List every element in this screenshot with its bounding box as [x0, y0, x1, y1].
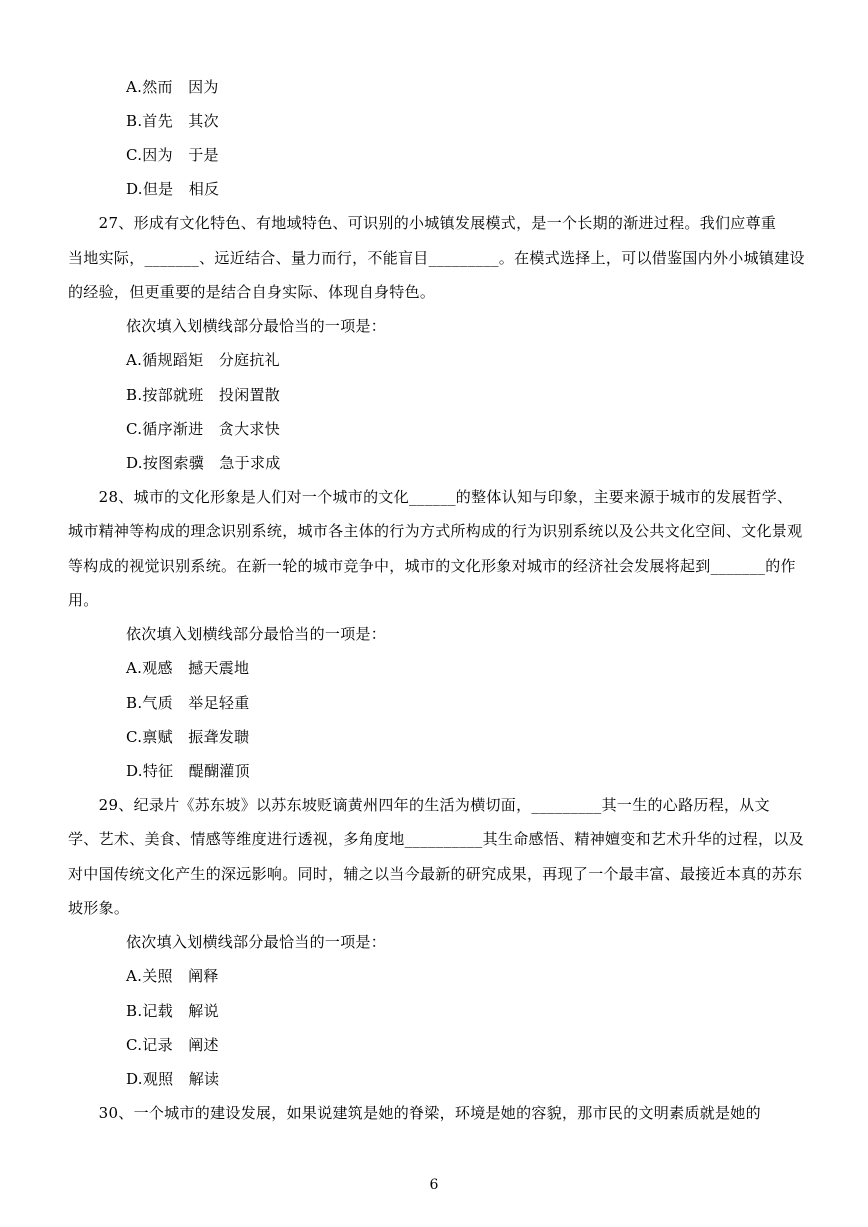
q27-option-d: D.按图索骥 急于求成 — [126, 454, 281, 472]
q28-text-line-1: 28、城市的文化形象是人们对一个城市的文化______的整体认知与印象，主要来源于城市的发展哲学、 — [68, 488, 793, 506]
q29-prompt: 依次填入划横线部分最恰当的一项是： — [126, 933, 387, 951]
q26-option-a: A.然而 因为 — [126, 78, 219, 96]
q29-text-line-4: 坡形象。 — [68, 899, 130, 917]
q28-option-b: B.气质 举足轻重 — [126, 694, 250, 712]
q27-prompt: 依次填入划横线部分最恰当的一项是： — [126, 317, 387, 335]
q29-option-c: C.记录 阐述 — [126, 1036, 219, 1054]
q29-option-d: D.观照 解读 — [126, 1070, 220, 1088]
q28-text-line-4: 用。 — [68, 591, 99, 609]
page-number: 6 — [429, 1177, 439, 1193]
q29-text-line-3: 对中国传统文化产生的深远影响。同时，辅之以当今最新的研究成果，再现了一个最丰富、最接近本真的苏东 — [68, 865, 803, 883]
q26-option-d: D.但是 相反 — [126, 180, 220, 198]
q26-option-c: C.因为 于是 — [126, 146, 219, 164]
q29-text-line-1: 29、纪录片《苏东坡》以苏东坡贬谪黄州四年的生活为横切面，_________其一生的心路历程，从文 — [68, 796, 770, 814]
q27-text-line-2: 当地实际，_______、远近结合、量力而行，不能盲目_________。在模式选择上，可以借鉴国内外小城镇建设 — [68, 249, 805, 267]
q29-text-line-2: 学、艺术、美食、情感等维度进行透视，多角度地__________其生命感悟、精神嬗变和艺术升华的过程，以及 — [68, 830, 804, 848]
q28-text-line-2: 城市精神等构成的理念识别系统，城市各主体的行为方式所构成的行为识别系统以及公共文化空间、文化景观 — [68, 522, 803, 540]
q28-option-c: C.禀赋 振聋发聩 — [126, 728, 250, 746]
q27-option-a: A.循规蹈矩 分庭抗礼 — [126, 351, 280, 369]
q26-option-b: B.首先 其次 — [126, 112, 219, 130]
q27-text-line-1: 27、形成有文化特色、有地域特色、可识别的小城镇发展模式，是一个长期的渐进过程。我们应尊重 — [68, 214, 777, 232]
q28-text-line-3: 等构成的视觉识别系统。在新一轮的城市竞争中，城市的文化形象对城市的经济社会发展将起到_______的作 — [68, 557, 796, 575]
q29-option-a: A.关照 阐释 — [126, 967, 219, 985]
q27-text-line-3: 的经验，但更重要的是结合自身实际、体现自身特色。 — [68, 283, 436, 301]
q28-prompt: 依次填入划横线部分最恰当的一项是： — [126, 625, 387, 643]
q27-option-c: C.循序渐进 贪大求快 — [126, 420, 281, 438]
q27-option-b: B.按部就班 投闲置散 — [126, 386, 281, 404]
q28-option-a: A.观感 撼天震地 — [126, 659, 250, 677]
q28-option-d: D.特征 醍醐灌顶 — [126, 762, 250, 780]
q30-text-line-1: 30、一个城市的建设发展，如果说建筑是她的脊梁，环境是她的容貌，那市民的文明素质就是她的 — [68, 1104, 761, 1122]
q29-option-b: B.记载 解说 — [126, 1002, 219, 1020]
